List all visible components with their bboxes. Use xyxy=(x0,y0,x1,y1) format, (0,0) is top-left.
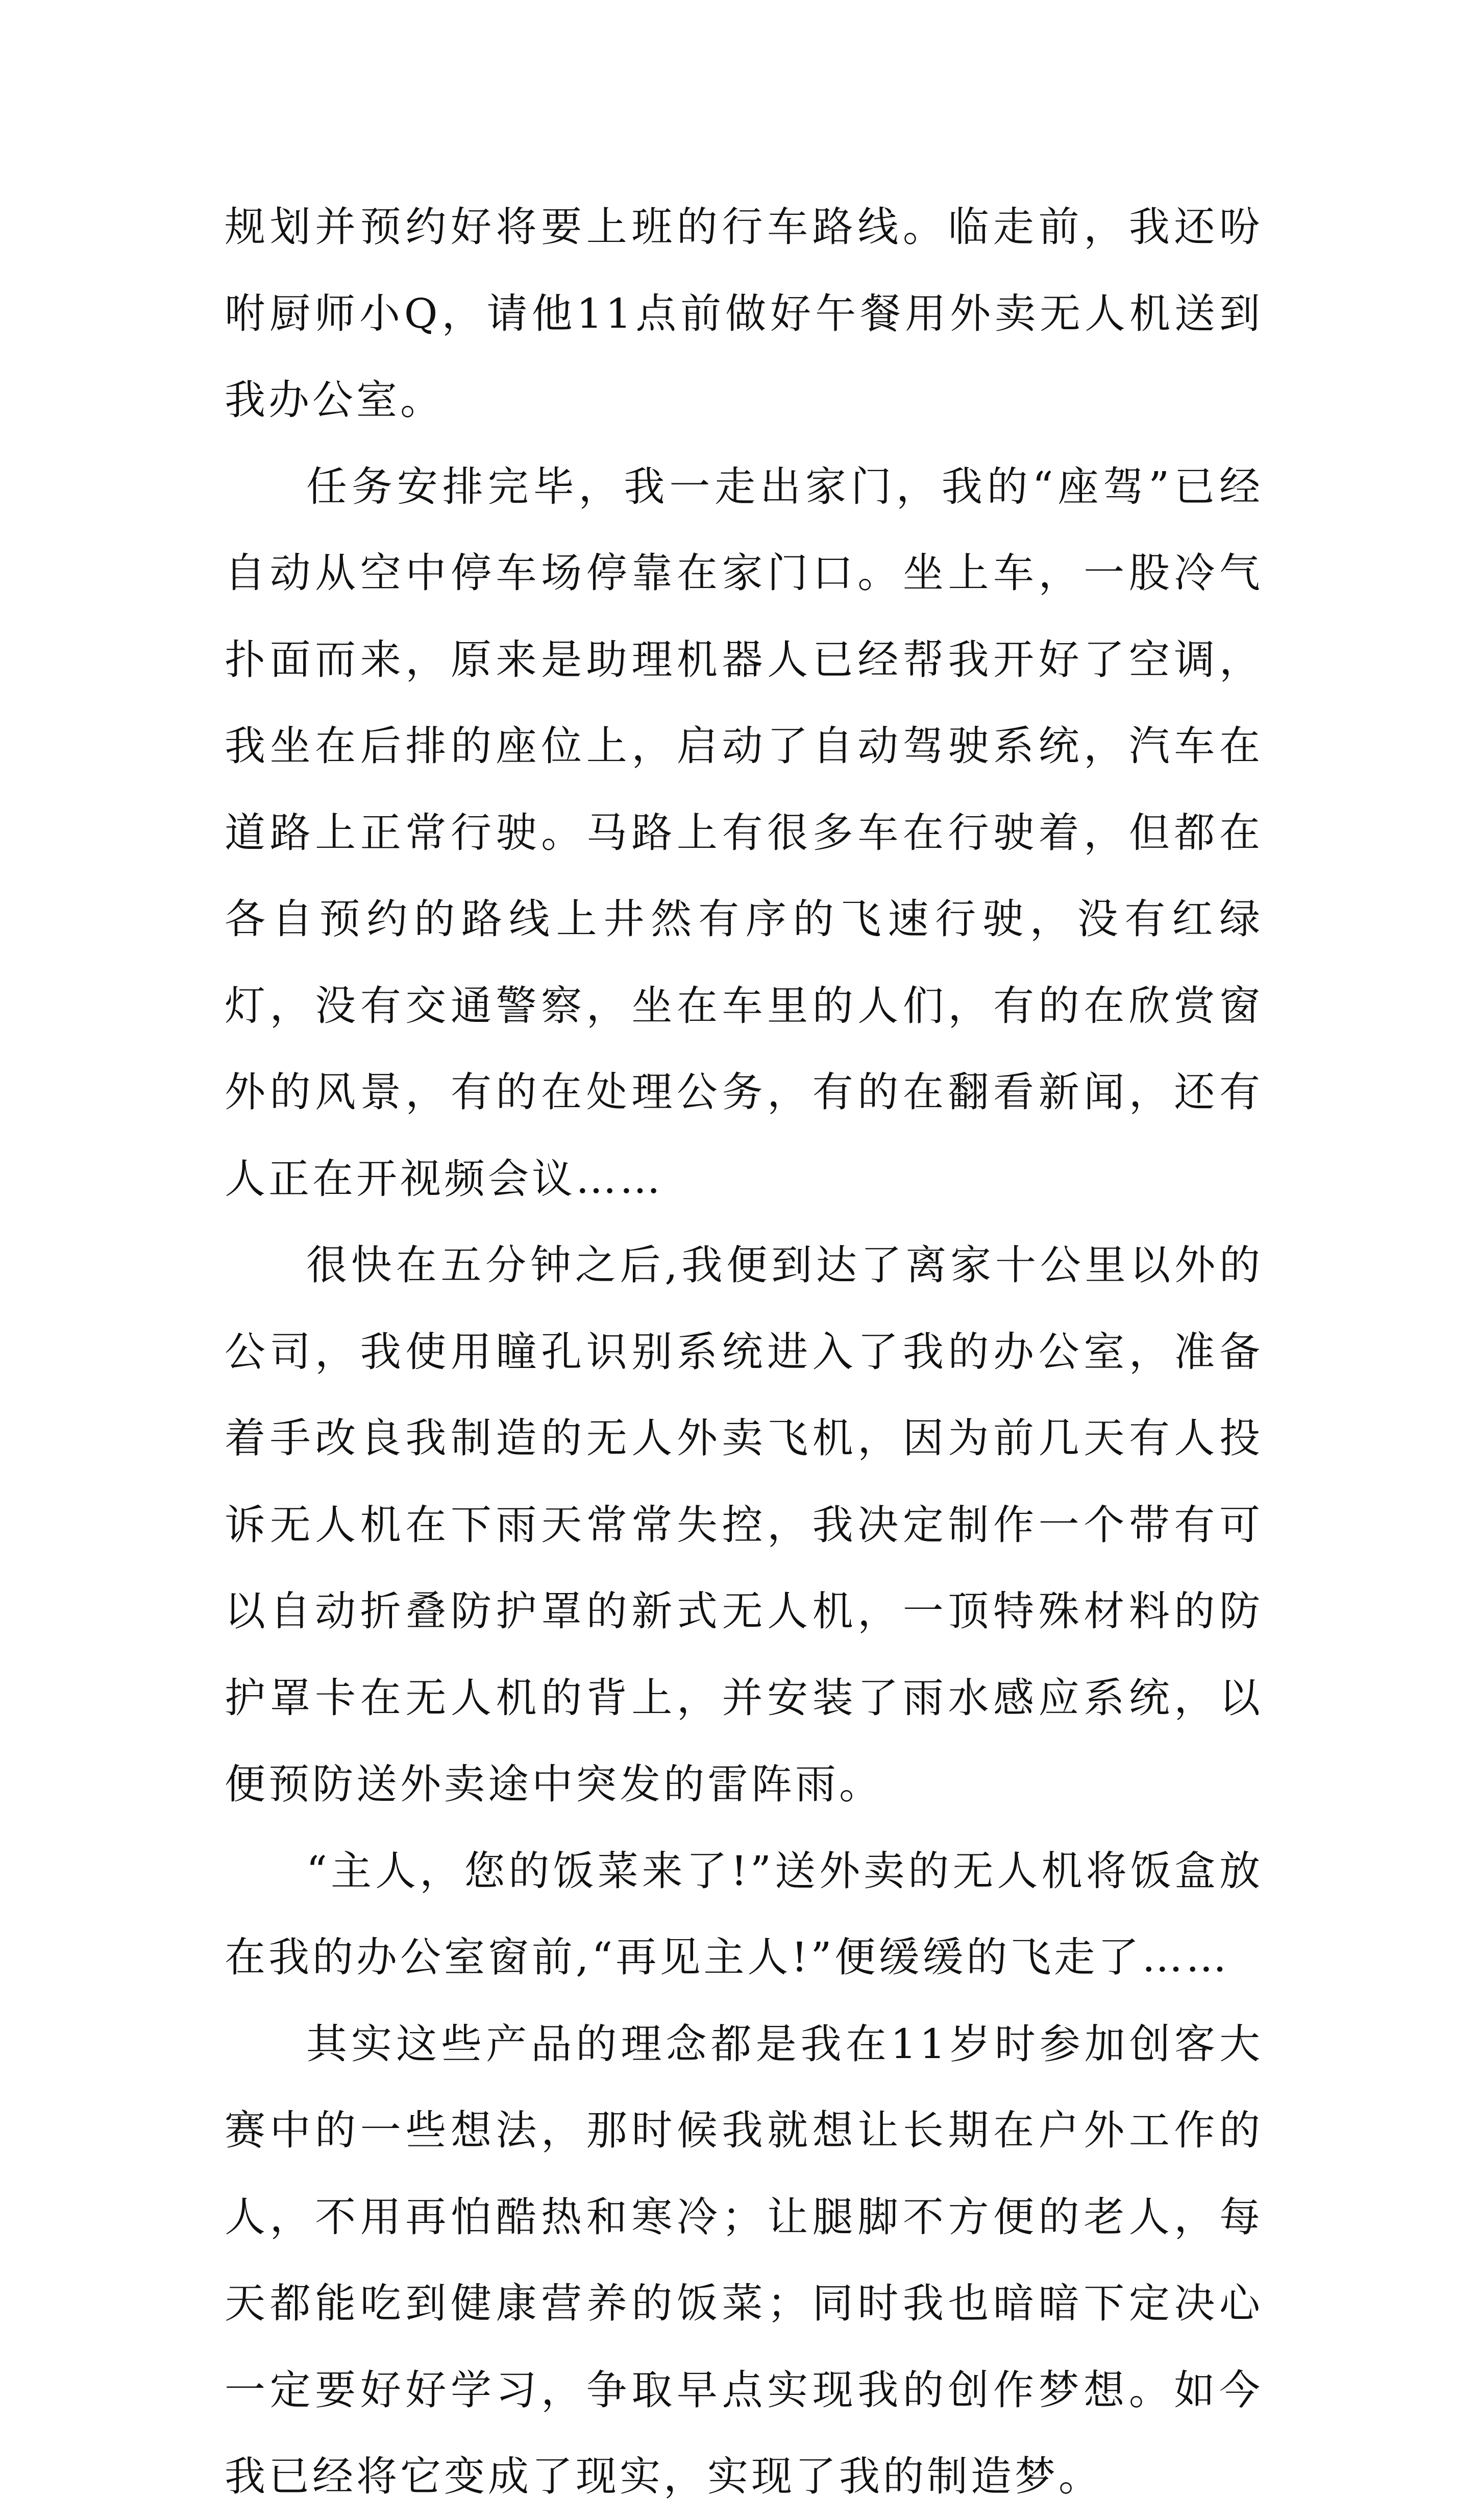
paragraph-1: 规划并预约好将要上班的行车路线。临走前，我还吩咐厨师小Q，请他11点前做好午餐用外卖无人机送到我办公室。 xyxy=(225,203,1263,424)
paragraph-2: 任务安排完毕，我一走出家门，我的“座驾”已经自动从空中停车场停靠在家门口。坐上车，一股冷气扑面而来，原来是助理机器人已经帮我开好了空调，我坐在后排的座位上，启动了自动驾驶系统，汽车在道路上正常行驶。马路上有很多车在行驶着，但都在各自预约的路线上井然有序的飞速行驶，没有红绿灯，没有交通警察，坐在车里的人们，有的在欣赏窗外的风景，有的在处理公务，有的在翻看新闻，还有人正在开视频会议…… xyxy=(225,462,1263,1203)
paragraph-5: 其实这些产品的理念都是我在11岁时参加创客大赛中的一些想法，那时候我就想让长期在户外工作的人，不用再怕酷热和寒冷；让腿脚不方便的老人，每天都能吃到健康营养的饭菜；同时我也暗暗下定决心一定要好好学习，争取早点实现我的创作梦想。如今我已经将它变成了现实，实现了我的制造梦。 xyxy=(225,2020,1263,2500)
body-text xyxy=(225,184,1263,2520)
paragraph-4: “主人，您的饭菜来了!”送外卖的无人机将饭盒放在我的办公室窗前,“再见主人!”便缓缓的飞走了…… xyxy=(225,1847,1263,1981)
paragraph-3: 很快在五分钟之后,我便到达了离家十公里以外的公司，我使用瞳孔识别系统进入了我的办公室，准备着手改良我制造的无人外卖飞机，因为前几天有人投诉无人机在下雨天常常失控，我决定制作一个带有可以自动折叠防护罩的新式无人机，一顶特殊材料的防护罩卡在无人机的背上，并安装了雨水感应系统，以便预防送外卖途中突发的雷阵雨。 xyxy=(225,1241,1263,1808)
